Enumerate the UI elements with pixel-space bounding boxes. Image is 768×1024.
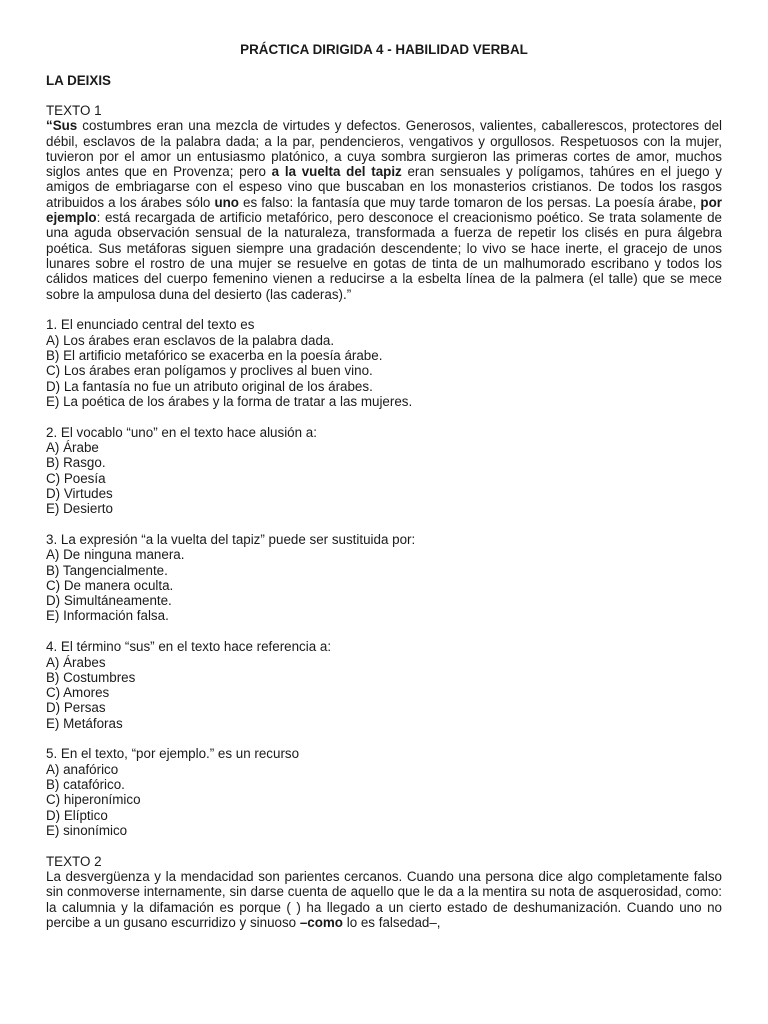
paragraph-text: : está recargada de artificio metafórico, pero desconoce el creacionismo poético. Se trata solamente de una aguda observación sensual de la naturaleza, transformada a fuerza de repetir los clisés en pura álgebra poética. Sus metáforas siguen siempre una gradación descendente; lo vivo se hace inerte, el gracejo de unos lunares sobre el rostro de una mujer se resuelve en gotas de tinta de un malhumorado escribano y todos los cálidos matices del cuerpo femenino vienen a reducirse a la esbelta línea de la palmera (el talle) que se mece sobre la ampulosa duna del desierto (las caderas).”: [46, 210, 722, 302]
question-stem: 3. La expresión “a la vuelta del tapiz” puede ser sustituida por:: [46, 531, 416, 547]
paragraph-text: lo es falsedad–,: [343, 914, 441, 930]
questions-list: [46, 317, 722, 838]
answer-option: A) Los árabes eran esclavos de la palabra dada.: [46, 332, 335, 348]
text1-paragraph: [46, 118, 722, 302]
text1-label: TEXTO 1: [46, 103, 102, 118]
question-stem: 4. El término “sus” en el texto hace referencia a:: [46, 639, 332, 655]
bold-highlight: uno: [214, 194, 239, 210]
section-heading: LA DEIXIS: [46, 73, 111, 88]
answer-option: C) hiperonímico: [46, 792, 141, 808]
answer-option: E) sinonímico: [46, 822, 128, 838]
answer-option: E) Metáforas: [46, 715, 123, 731]
paragraph-text: La desvergüenza y la mendacidad son parientes cercanos. Cuando una persona dice algo completamente falso sin conmoverse internamente, sin darse cuenta de aquello que le da a la mentira su nota de asquerosidad, como: la calumnia y la difamación es porque ( ) ha llegado a un cierto estado de deshumanización. Cuando uno no percibe a un gusano escurridizo y sinuoso: [46, 869, 722, 930]
answer-option: A) De ninguna manera.: [46, 547, 185, 563]
answer-option: C) Poesía: [46, 470, 106, 486]
paragraph-text: eran sensuales y polígamos, tahúres en el juego y amigos de embriagarse con el espeso vino que buscaban en los monasterios cristianos. De todos los rasgos atribuidos a los árabes sólo: [46, 164, 722, 210]
answer-option: E) Desierto: [46, 501, 113, 517]
answer-option: D) La fantasía no fue un atributo original de los árabes.: [46, 378, 373, 394]
question-block: [46, 639, 722, 731]
bold-highlight: –como: [299, 914, 343, 930]
answer-option: B) Tangencialmente.: [46, 562, 168, 578]
answer-option: D) Elíptico: [46, 807, 108, 823]
answer-option: D) Simultáneamente.: [46, 593, 172, 609]
paragraph-text: costumbres eran una mezcla de virtudes y defectos. Generosos, valientes, caballerescos, protectores del débil, esclavos de la palabra dada; a la par, pendencieros, vengativos y orgullosos. Respetuosos con la mujer, tuvieron por el amor un entusiasmo platónico, a cuya sombra surgieron las primeras cortes de amor, muchos siglos antes que en Provenza; pero: [46, 118, 722, 180]
answer-option: A) Árabes: [46, 654, 106, 670]
text2-label: TEXTO 2: [46, 853, 102, 869]
answer-option: B) Rasgo.: [46, 455, 106, 471]
answer-option: E) La poética de los árabes y la forma de tratar a las mujeres.: [46, 393, 413, 409]
answer-option: D) Persas: [46, 700, 106, 716]
answer-option: B) El artificio metafórico se exacerba en la poesía árabe.: [46, 347, 383, 363]
bold-highlight: a la vuelta del tapiz: [271, 164, 402, 180]
answer-option: C) Amores: [46, 685, 110, 701]
paragraph-text: es falso: la fantasía que muy tarde tomaron de los persas. La poesía árabe,: [239, 194, 701, 210]
question-block: [46, 317, 722, 409]
question-block: [46, 425, 722, 517]
text2-paragraph: [46, 869, 722, 930]
answer-option: A) Árabe: [46, 439, 99, 455]
question-stem: 2. El vocablo “uno” en el texto hace alusión a:: [46, 424, 317, 440]
answer-option: A) anafórico: [46, 761, 119, 777]
question-block: [46, 746, 722, 838]
bold-highlight: “Sus: [46, 118, 78, 134]
answer-option: D) Virtudes: [46, 485, 113, 501]
answer-option: E) Información falsa.: [46, 608, 169, 624]
answer-option: C) De manera oculta.: [46, 577, 174, 593]
answer-option: C) Los árabes eran polígamos y proclives al buen vino.: [46, 363, 373, 379]
answer-option: B) catafórico.: [46, 777, 125, 793]
bold-highlight: por ejemplo: [46, 194, 722, 226]
question-block: [46, 532, 722, 624]
question-stem: 5. En el texto, “por ejemplo.” es un recurso: [46, 746, 300, 762]
answer-option: B) Costumbres: [46, 669, 136, 685]
page-title: PRÁCTICA DIRIGIDA 4 - HABILIDAD VERBAL: [240, 42, 528, 57]
question-stem: 1. El enunciado central del texto es: [46, 317, 255, 333]
